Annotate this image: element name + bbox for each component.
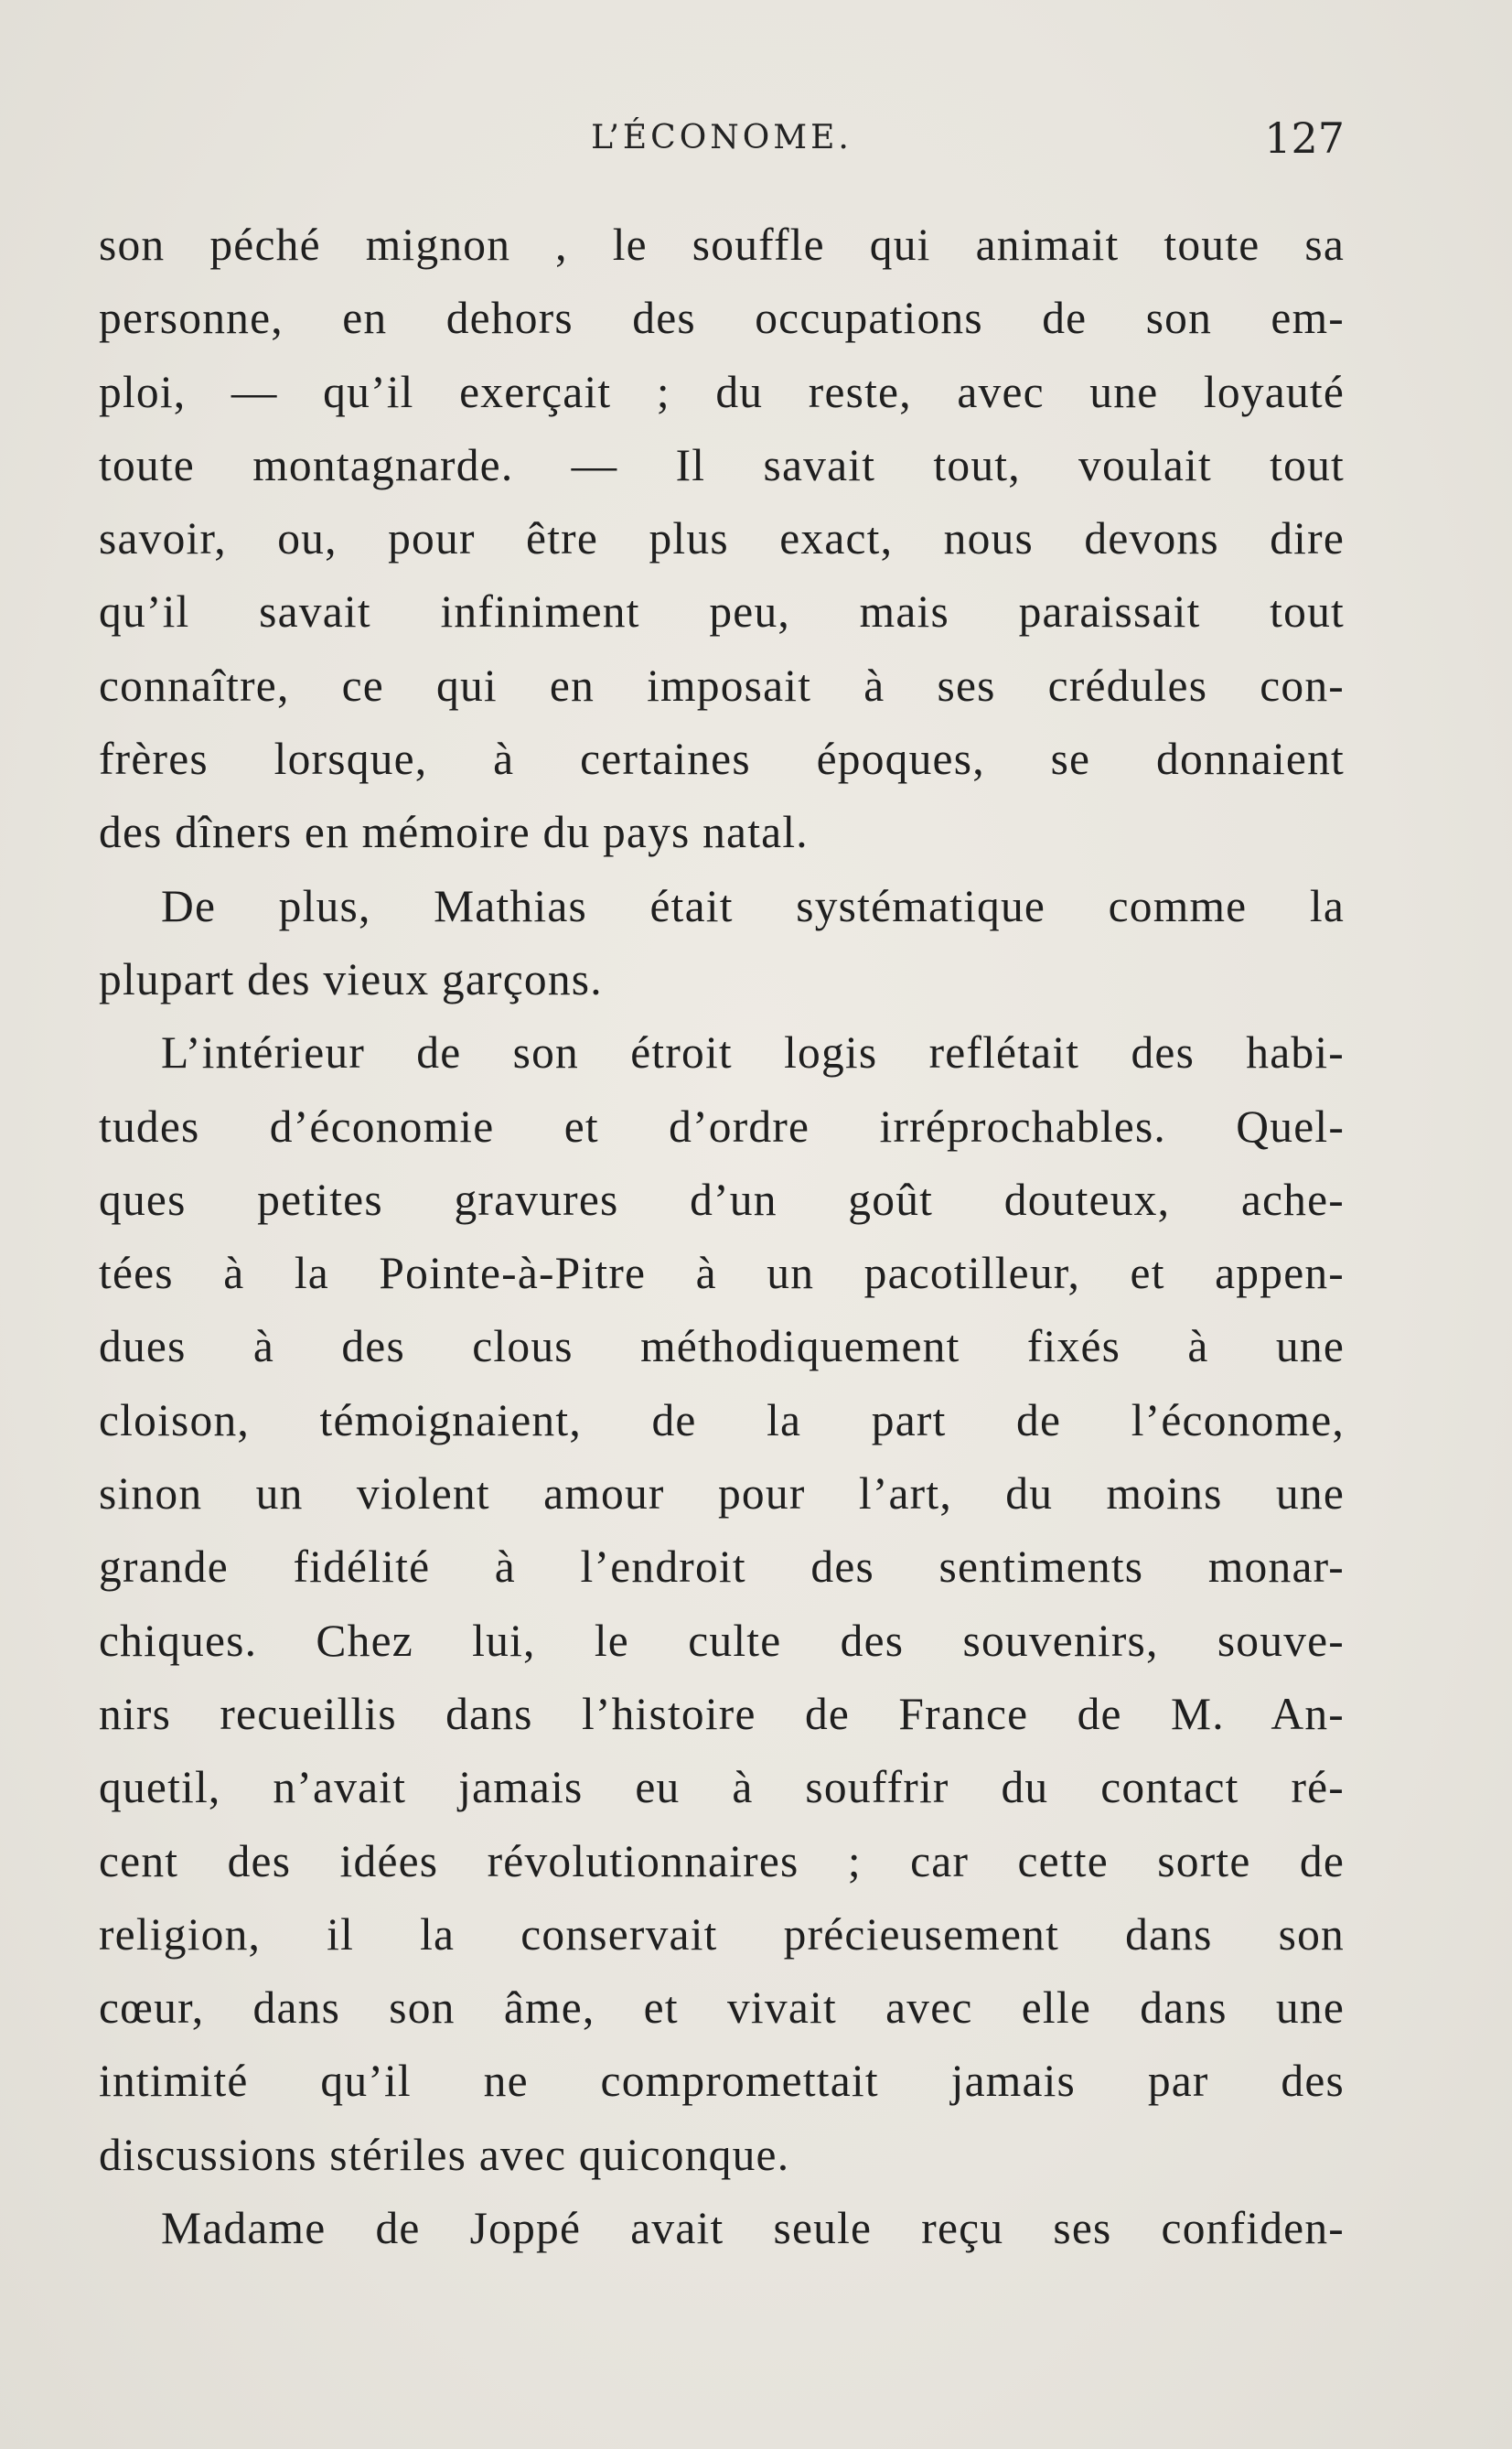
text-line: son péché mignon , le souffle qui animait toute sa <box>99 220 1345 270</box>
text-line: discussions stériles avec quiconque. <box>99 2129 790 2180</box>
text-line: cœur, dans son âme, et vivait avec elle dans une <box>99 1982 1345 2034</box>
text-line: connaître, ce qui en imposait à ses crédules con- <box>99 660 1345 711</box>
text-line: savoir, ou, pour être plus exact, nous devons dire <box>99 513 1345 564</box>
text-line: ploi, — qu’il exerçait ; du reste, avec une loyauté <box>99 366 1345 417</box>
text-line: chiques. Chez lui, le culte des souvenirs, souve- <box>99 1615 1345 1666</box>
body-text <box>99 209 1345 2265</box>
page-header <box>99 113 1345 165</box>
text-line: sinon un violent amour pour l’art, du moins une <box>99 1468 1345 1520</box>
text-line: grande fidélité à l’endroit des sentiments monar- <box>99 1541 1345 1593</box>
text-line: religion, il la conservait précieusement dans son <box>99 1908 1345 1960</box>
text-line: tudes d’économie et d’ordre irréprochables. Quel- <box>99 1101 1345 1152</box>
text-line: cloison, témoignaient, de la part de l’économe, <box>99 1394 1345 1445</box>
text-line: cent des idées révolutionnaires ; car cette sorte de <box>99 1835 1345 1886</box>
text-line: L’intérieur de son étroit logis reflétait des habi- <box>161 1027 1345 1079</box>
text-line: nirs recueillis dans l’histoire de France de M. An- <box>99 1688 1345 1739</box>
text-line: intimité qu’il ne compromettait jamais par des <box>99 2056 1345 2107</box>
text-line: qu’il savait infiniment peu, mais paraissait tout <box>99 586 1345 638</box>
text-line: frères lorsque, à certaines époques, se donnaient <box>99 734 1345 785</box>
text-line: ques petites gravures d’un goût douteux, ache- <box>99 1174 1345 1225</box>
text-line: personne, en dehors des occupations de son em- <box>99 293 1345 344</box>
text-line: plupart des vieux garçons. <box>99 953 603 1004</box>
text-line: Madame de Joppé avait seule reçu ses confiden- <box>161 2203 1345 2254</box>
text-line: tées à la Pointe-à-Pitre à un pacotilleur, et appen- <box>99 1248 1345 1299</box>
page-number: 127 <box>1264 113 1345 163</box>
text-line: quetil, n’avait jamais eu à souffrir du contact ré- <box>99 1762 1345 1813</box>
text-line: dues à des clous méthodiquement fixés à une <box>99 1321 1345 1372</box>
text-line: De plus, Mathias était systématique comme la <box>161 880 1345 931</box>
running-title: L’ÉCONOME. <box>591 119 853 156</box>
text-line: toute montagnarde. — Il savait tout, voulait tout <box>99 439 1345 490</box>
text-line: des dîners en mémoire du pays natal. <box>99 807 809 858</box>
